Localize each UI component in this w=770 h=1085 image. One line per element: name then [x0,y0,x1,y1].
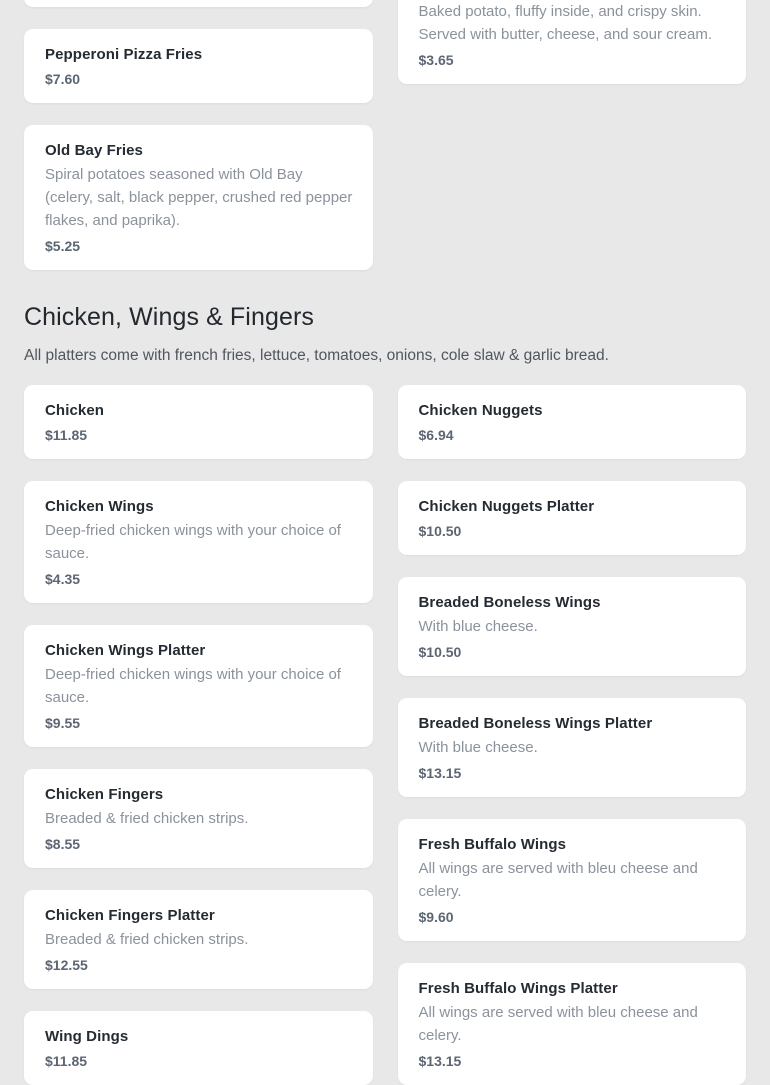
section-subtitle: All platters come with french fries, lettuce, tomatoes, onions, cole slaw & garlic bread. [24,347,609,364]
menu-item-card-chicken[interactable] [24,385,373,459]
item-name: Breaded Boneless Wings Platter [418,715,653,732]
item-price: $13.15 [418,1053,462,1069]
item-price: $8.55 [45,836,81,852]
left-column [24,385,373,1085]
section-title: Chicken, Wings & Fingers [24,303,314,331]
item-price: $9.60 [418,909,454,925]
menu-item-card-chicken-fingers[interactable] [24,769,373,868]
menu-item-card-fresh-buffalo-wings[interactable] [398,819,747,941]
item-price: $10.50 [418,523,462,539]
item-description: Deep-fried chicken wings with your choice of sauce. [45,666,341,706]
item-price: $3.65 [418,52,454,68]
menu-item-card-breaded-boneless-wings[interactable] [398,577,747,676]
menu-item-card-baked-potato-partial[interactable] [398,0,747,84]
item-name: Chicken Fingers [45,786,164,803]
item-description: Breaded & fried chicken strips. [45,810,249,827]
menu-item-card-chicken-fingers-platter[interactable] [24,890,373,989]
item-name: Fresh Buffalo Wings [418,836,567,853]
item-name: Chicken [45,402,105,419]
item-description: Breaded & fried chicken strips. [45,931,249,948]
item-name: Chicken Fingers Platter [45,907,215,924]
item-name: Chicken Wings [45,498,154,515]
item-price: $11.85 [45,427,88,443]
item-name: Fresh Buffalo Wings Platter [418,980,618,997]
menu-item-card-partial[interactable] [24,0,373,7]
item-price: $7.60 [45,71,81,87]
menu-item-card-pepperoni-pizza-fries[interactable] [24,29,373,103]
item-description: Deep-fried chicken wings with your choice of sauce. [45,522,341,562]
item-description: All wings are served with bleu cheese and celery. [418,1004,698,1044]
menu-item-card-wing-dings[interactable] [24,1011,373,1085]
menu-item-card-chicken-wings-platter[interactable] [24,625,373,747]
menu-item-card-chicken-wings[interactable] [24,481,373,603]
item-name: Chicken Nuggets Platter [418,498,595,515]
item-price: $4.35 [45,571,81,587]
menu-item-card-chicken-nuggets-platter[interactable] [398,481,747,555]
item-name: Breaded Boneless Wings [418,594,601,611]
item-price: $11.85 [45,1053,88,1069]
top-right-column [398,0,747,270]
menu-item-card-breaded-boneless-wings-platter[interactable] [398,698,747,797]
item-price: $13.15 [418,765,462,781]
top-card-grid [24,0,746,270]
right-column [398,385,747,1085]
item-name: Old Bay Fries [45,142,144,159]
section-card-grid [24,385,746,1085]
item-price: $9.55 [45,715,81,731]
item-description: With blue cheese. [418,618,538,635]
item-description: All wings are served with bleu cheese and celery. [418,860,698,900]
item-price: $12.55 [45,957,88,973]
item-price: $6.94 [418,427,454,443]
top-left-column [24,0,373,270]
menu-item-card-fresh-buffalo-wings-platter[interactable] [398,963,747,1085]
item-name: Wing Dings [45,1028,129,1045]
item-description: Spiral potatoes seasoned with Old Bay (celery, salt, black pepper, crushed red pepper flakes, and paprika). [45,166,353,229]
menu-item-card-chicken-nuggets[interactable] [398,385,747,459]
item-name: Pepperoni Pizza Fries [45,46,203,63]
item-name: Chicken Nuggets [418,402,543,419]
menu-item-card-old-bay-fries[interactable] [24,125,373,270]
item-description: With blue cheese. [418,739,538,756]
item-description: Baked potato, fluffy inside, and crispy skin. Served with butter, cheese, and sour cream. [418,3,712,43]
item-price: $10.50 [418,644,462,660]
item-price: $5.25 [45,238,81,254]
item-name: Chicken Wings Platter [45,642,206,659]
